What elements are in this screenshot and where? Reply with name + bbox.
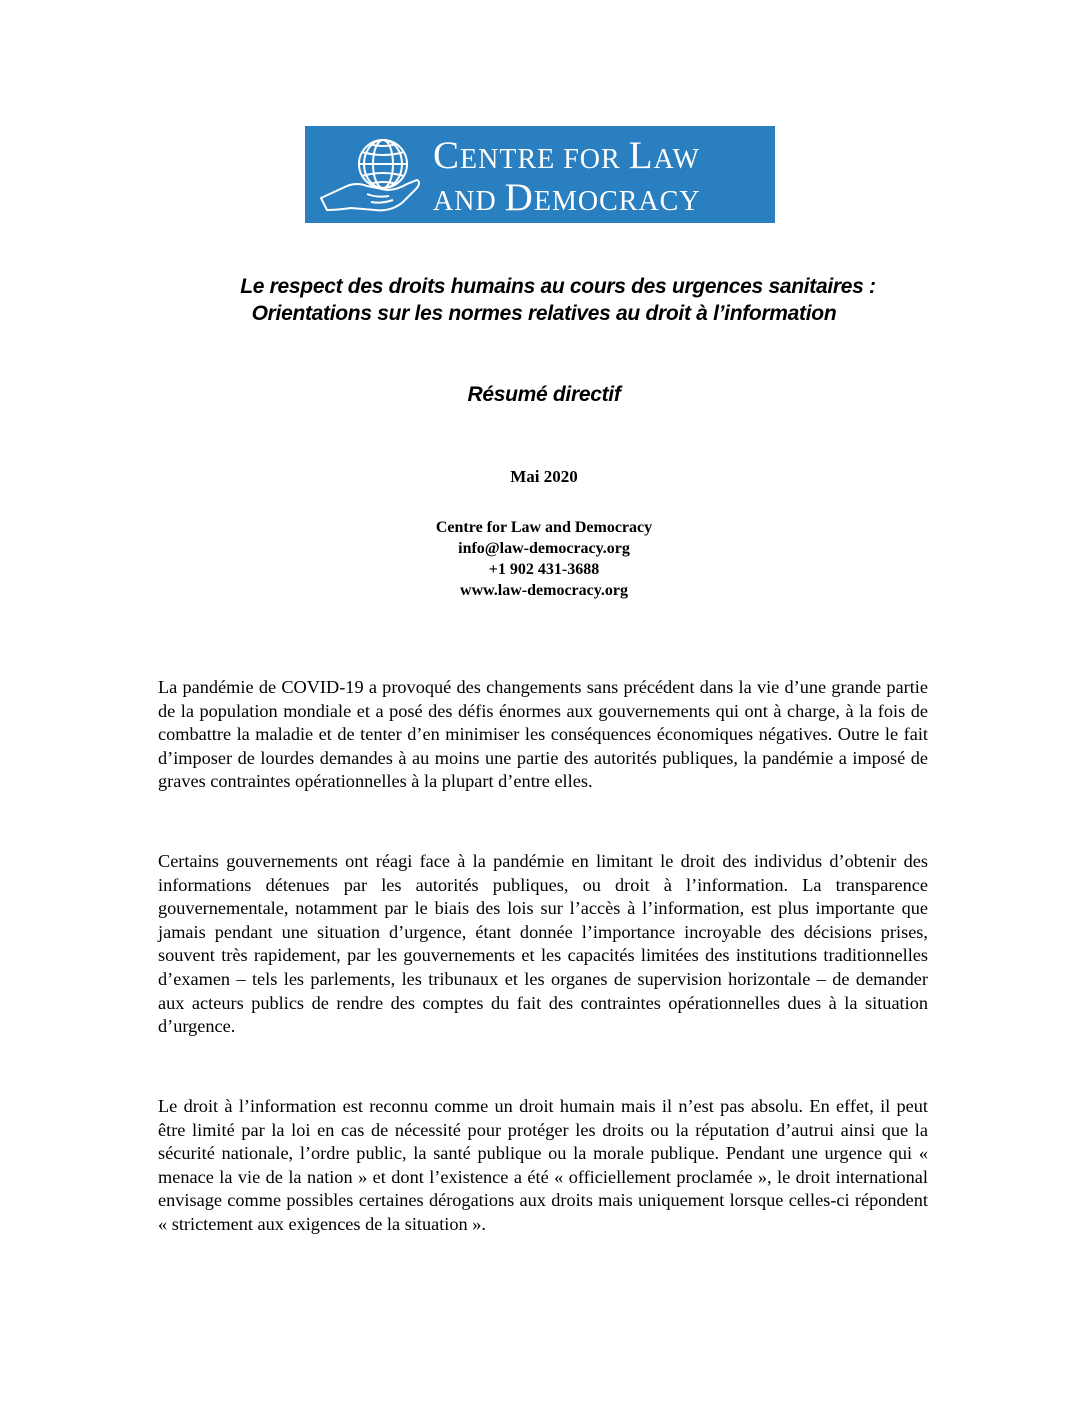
organization-logo bbox=[305, 126, 775, 223]
contact-website: www.law-democracy.org bbox=[460, 582, 628, 599]
body-paragraph-3: Le droit à l’information est reconnu comme un droit humain mais il n’est pas absolu. En effet, il peut être limité par la loi en cas de nécessité pour protéger les droits ou la réputation d’autrui ainsi que la sécurité nationale, l’ordre public, la santé publique ou la morale publique. Pendant une urgence qui « menace la vie de la nation » et dont l’existence a été « officiellement proclamée », le droit international envisage comme possibles certaines dérogations aux droits mais uniquement lorsque celles-ci répondent « strictement aux exigences de la situation ». bbox=[158, 1096, 928, 1234]
body-paragraph-1: La pandémie de COVID-19 a provoqué des changements sans précédent dans la vie d’une grande partie de la population mondiale et a posé des défis énormes aux gouvernements qui ont à charge, à la fois de combattre la maladie et de tenter d’en minimiser les conséquences économiques négatives. Outre le fait d’imposer de lourdes demandes à au moins une partie des autorités publiques, la pandémie a imposé de graves contraintes opérationnelles à la plupart d’entre elles. bbox=[158, 677, 928, 792]
document-subtitle: Résumé directif bbox=[467, 383, 621, 406]
contact-phone: +1 902 431-3688 bbox=[488, 561, 600, 578]
globe-in-hand-icon bbox=[317, 132, 427, 218]
document-title-line-1: Le respect des droits humains au cours des urgences sanitaires : bbox=[240, 275, 876, 298]
contact-email: info@law-democracy.org bbox=[458, 540, 630, 557]
contact-block bbox=[0, 517, 1088, 601]
contact-organization: Centre for Law and Democracy bbox=[435, 519, 653, 536]
logo-line-2: AND DEMOCRACY bbox=[433, 176, 701, 219]
logo-wordmark bbox=[433, 136, 701, 217]
publication-date: Mai 2020 bbox=[510, 467, 578, 486]
body-paragraph-2: Certains gouvernements ont réagi face à la pandémie en limitant le droit des individus d’obtenir des informations détenues par les autorités publiques, ou droit à l’information. La transparence gouvernementale, notamment par le biais des lois sur l’accès à l’information, est plus importante que jamais pendant une situation d’urgence, étant donnée l’importance incroyable des décisions prises, souvent très rapidement, par les gouvernements et les capacités limitées des institutions traditionnelles d’examen – tels les parlements, les tribunaux et les organes de supervision horizontale – de demander aux acteurs publics de rendre des comptes du fait des contraintes opérationnelles dues à la situation d’urgence. bbox=[158, 851, 928, 1037]
document-title-line-2: Orientations sur les normes relatives au droit à l’information bbox=[251, 302, 837, 325]
logo-line-1: CENTRE FOR LAW bbox=[433, 134, 700, 177]
